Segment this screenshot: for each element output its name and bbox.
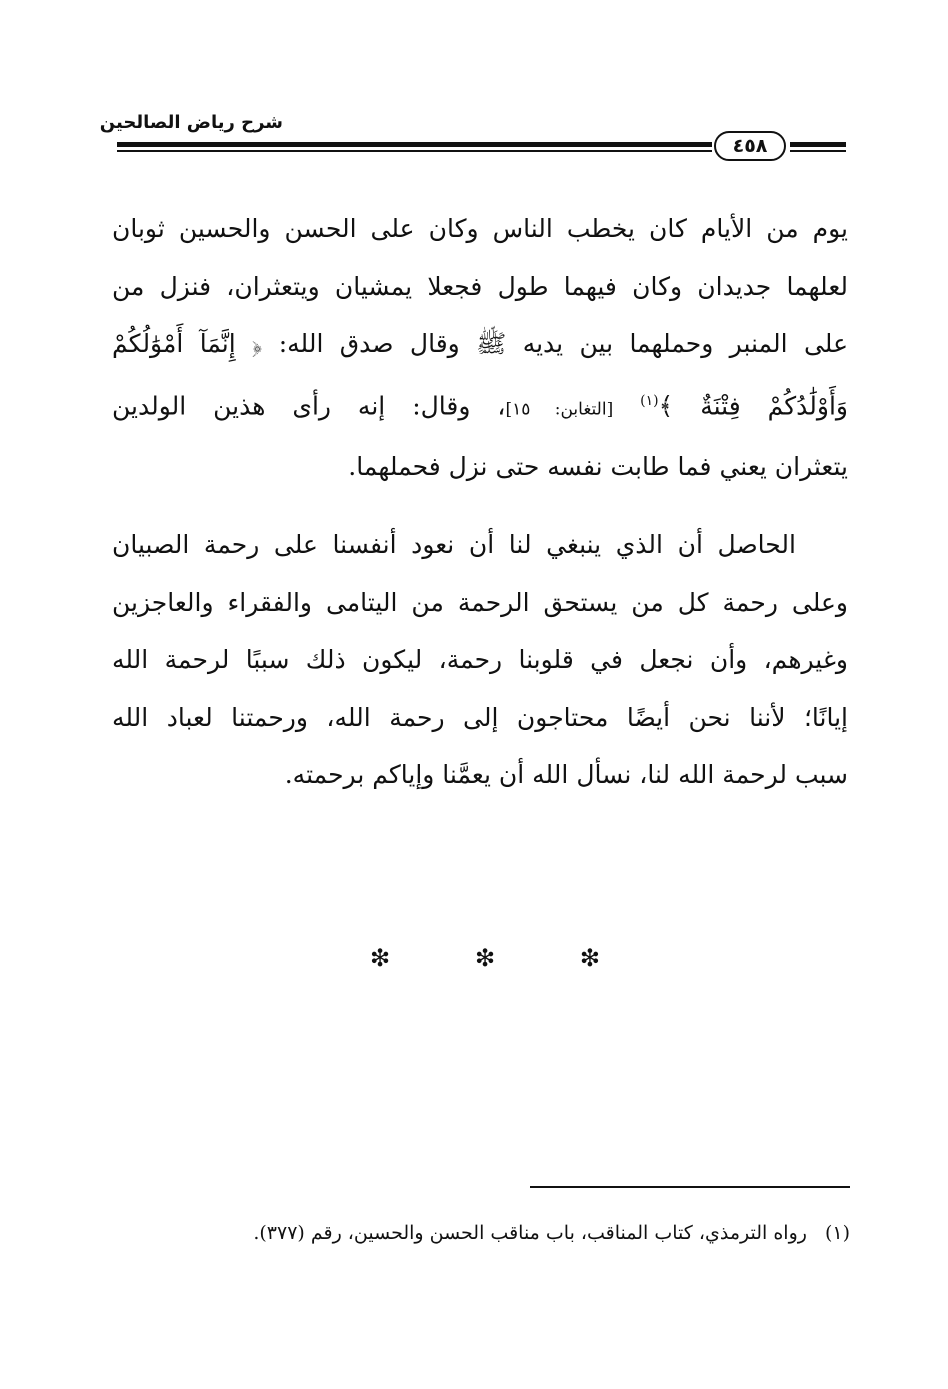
header-rule-right-thin <box>790 150 846 152</box>
text-line: يتعثران يعني فما طابت نفسه حتى نزل فحملهما. <box>348 452 848 482</box>
text-line: على المنبر وحملهما بين يديه ﷺ وقال صدق الله: ﴿ إِنَّمَآ أَمْوَٰلُكُمْ <box>112 329 848 358</box>
verse-citation: [التغابن: ١٥] <box>505 398 614 419</box>
text-line: لعلهما جديدان وكان فيهما طول فجعلا يمشيان ويتعثران، فنزل من <box>112 271 848 301</box>
paragraph-conclusion <box>112 516 848 804</box>
page-number: ٤٥٨ <box>714 131 786 161</box>
text-line: سبب لرحمة الله لنا، نسأل الله أن يعمَّنا وإياكم برحمته. <box>284 760 848 789</box>
footnote-reference[interactable]: (١) <box>640 392 659 409</box>
text-line: الحاصل أن الذي ينبغي لنا أن نعود أنفسنا على رحمة الصبيان <box>112 530 796 559</box>
section-separator <box>370 944 600 974</box>
header-rule-thick <box>117 142 712 147</box>
text-line: يوم من الأيام كان يخطب الناس وكان على الحسن والحسين ثوبان <box>112 214 848 243</box>
text-line: إيانًا؛ لأننا نحن أيضًا محتاجون إلى رحمة الله، ورحمتنا لعباد الله <box>112 702 848 732</box>
asterisk-ornament-icon: ❇ <box>579 944 600 972</box>
footnote <box>253 1222 850 1244</box>
asterisk-ornament-icon: ❇ <box>474 944 496 972</box>
asterisk-ornament-icon: ❇ <box>370 944 391 972</box>
text-line-quran <box>112 373 848 439</box>
footnote-number: (١) <box>824 1222 850 1244</box>
text-line: وعلى رحمة كل من يستحق الرحمة من اليتامى والفقراء والعاجزين <box>112 587 848 617</box>
running-header-title: شرح رياض الصالحين <box>99 112 283 133</box>
footnote-divider <box>530 1186 850 1188</box>
header-rule-thin <box>117 150 712 152</box>
footnote-text: رواه الترمذي، كتاب المناقب، باب مناقب الحسن والحسين، رقم (٣٧٧). <box>253 1222 807 1244</box>
text-line: وغيرهم، وأن نجعل في قلوبنا رحمة، ليكون ذلك سببًا لرحمة الله <box>112 645 848 674</box>
text-fragment: ، وقال: إنه رأى هذين الولدين <box>112 390 506 420</box>
quran-verse: وَأَوْلَٰدُكُمْ فِتْنَةٌ ﴾ <box>658 390 848 420</box>
header-rule-right-thick <box>790 142 846 147</box>
paragraph-hadith <box>112 200 848 496</box>
